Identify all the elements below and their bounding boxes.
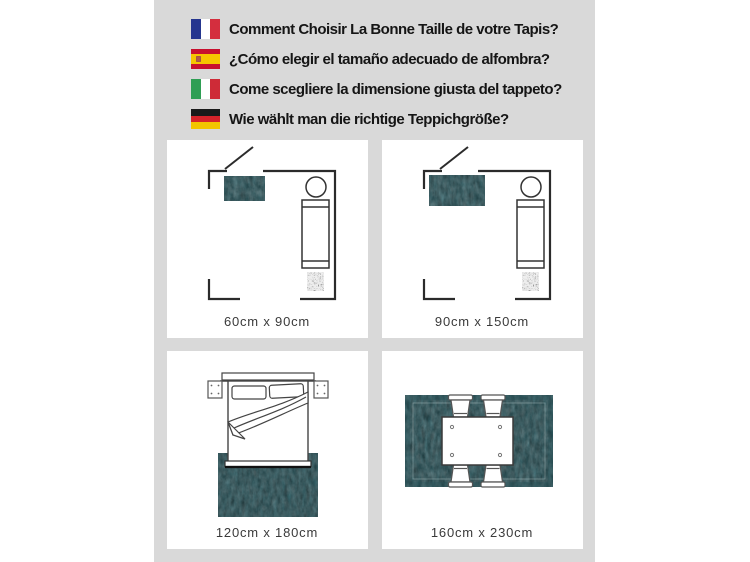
side-table: [306, 177, 326, 197]
side-table: [521, 177, 541, 197]
plant-texture: [307, 272, 324, 291]
bedroom-floorplan-small-diagram: [167, 140, 368, 308]
germany-flag-icon: [191, 109, 220, 129]
rug-size-label: 60cm x 90cm: [223, 313, 311, 329]
title-italian: Come scegliere la dimensione giusta del tappeto?: [229, 80, 562, 98]
title-row-french: [191, 19, 595, 39]
title-row-german: [191, 109, 595, 129]
title-spanish: ¿Cómo elegir el tamaño adecuado de alfombra?: [229, 50, 550, 68]
rug: [429, 175, 485, 206]
title-row-spanish: [191, 49, 595, 69]
rug-size-label: 160cm x 230cm: [430, 524, 534, 540]
content-column: [154, 0, 595, 562]
rug-size-label: 120cm x 180cm: [215, 524, 319, 540]
bed: [517, 200, 544, 268]
title-row-italian: [191, 79, 595, 99]
bed: [302, 200, 329, 268]
door-swing-line: [440, 147, 468, 169]
bed-rug-diagram: [167, 351, 368, 519]
bedroom-floorplan-medium-diagram: [382, 140, 583, 308]
nightstand-right: [314, 381, 328, 398]
panel-rug-160x230: [382, 351, 583, 549]
plant-texture: [522, 272, 539, 291]
rug-size-label: 90cm x 150cm: [434, 313, 530, 329]
title-french: Comment Choisir La Bonne Taille de votre Tapis?: [229, 20, 559, 38]
france-flag-icon: [191, 19, 220, 39]
spain-flag-icon: [191, 49, 220, 69]
headboard: [220, 373, 316, 381]
footboard: [225, 461, 311, 467]
rug: [224, 176, 265, 201]
door-swing-line: [225, 147, 253, 169]
panel-rug-120x180: [167, 351, 368, 549]
diagram-grid: [154, 140, 595, 549]
panel-rug-90x150: [382, 140, 583, 338]
dining-rug-diagram: [382, 351, 583, 519]
dining-table: [442, 417, 513, 465]
title-german: Wie wählt man die richtige Teppichgröße?: [229, 110, 509, 128]
italy-flag-icon: [191, 79, 220, 99]
title-block: [154, 0, 595, 129]
panel-rug-60x90: [167, 140, 368, 338]
nightstand-left: [208, 381, 222, 398]
